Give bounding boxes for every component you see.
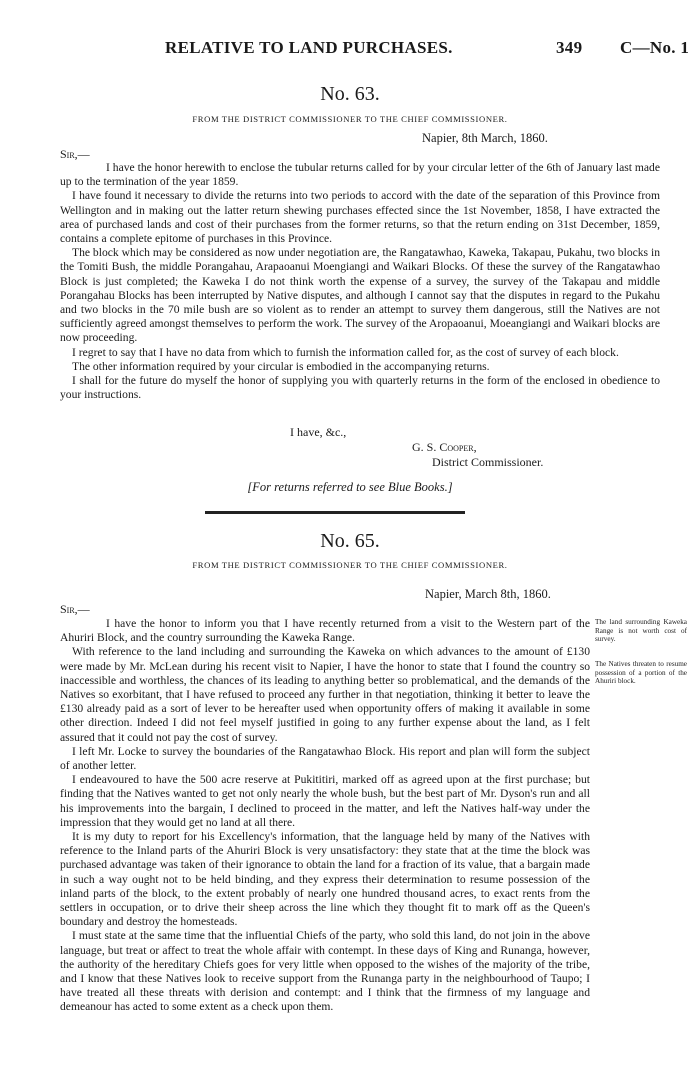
- paragraph: I regret to say that I have no data from which to furnish the information called for, as the cost of survey of each block.: [72, 345, 619, 359]
- letter-closing: I have, &c.,: [290, 425, 347, 439]
- letter-date: Napier, March 8th, 1860.: [425, 587, 551, 601]
- letter-date: Napier, 8th March, 1860.: [422, 131, 548, 145]
- letter-body: [60, 161, 660, 402]
- paragraph: The other information required by your circular is embodied in the accompanying returns.: [72, 359, 490, 373]
- paragraph: I have found it necessary to divide the returns into two periods to accord with the date of the separation of this Province from Wellington and in making out the latter return shewing purchases effected since the 1st November, 1858, I have extracted the area of purchased lands and cost of their purchases from the former returns, so that the return ending on 31st December, 1859, contains a complete epitome of purchases in this Province.: [60, 189, 660, 246]
- letter-body: [60, 617, 590, 1015]
- paragraph: I have the honor to inform you that I have recently returned from a visit to the Western part of the Ahuriri Block, and the country surrounding the Kaweka Range.: [60, 617, 590, 645]
- letter-number: No. 65.: [320, 530, 380, 552]
- letter-signatory: G. S. Cooper,: [412, 440, 477, 454]
- paragraph: I shall for the future do myself the honor of supplying you with quarterly returns in the form of the enclosed in obedience to your instructions.: [60, 374, 660, 402]
- returns-note: [For returns referred to see Blue Books.]: [247, 480, 453, 494]
- running-header-title: RELATIVE TO LAND PURCHASES.: [165, 38, 453, 57]
- margin-note: The Natives threaten to resume possession of a portion of the Ahuriri block.: [595, 660, 687, 686]
- section-divider: [205, 511, 465, 514]
- letter-number: No. 63.: [320, 83, 380, 105]
- letter-from-line: FROM THE DISTRICT COMMISSIONER TO THE CHIEF COMMISSIONER.: [192, 560, 508, 570]
- margin-note: The land surrounding Kaweka Range is not worth cost of survey.: [595, 618, 687, 644]
- paragraph: With reference to the land including and surrounding the Kaweka on which advances to the amount of £130 were made by Mr. McLean during his recent visit to Napier, I have the honor to state that I found the country so inaccessible and worthless, the chances of its leading to anything better so problematical, and the demands of the Natives so exorbitant, that I have refused to proceed any further in that negotiation, thinking it better to leave the £130 already paid as a sort of lever to be hereafter used when opportunity offers of making it available in some other direction. Indeed I did not feel myself justified in going to any further expense about the land, as I felt assured that it could not pay the cost of survey.: [60, 645, 590, 744]
- paragraph: I endeavoured to have the 500 acre reserve at Pukititiri, marked off as agreed upon at the first purchase; but finding that the Natives wanted to get not only nearly the whole bush, but the best part of Mr. Dyson's run and all his improvements into the bargain, I declined to proceed in the matter, and left the Natives half-way under the impression that they would get no land at all there.: [60, 773, 590, 829]
- letter-salutation: Sir,—: [60, 602, 90, 616]
- document-reference: C—No. 1: [620, 38, 690, 57]
- letter-from-line: FROM THE DISTRICT COMMISSIONER TO THE CHIEF COMMISSIONER.: [192, 114, 508, 124]
- paragraph: It is my duty to report for his Excellency's information, that the language held by many of the Natives with reference to the Inland parts of the Ahuriri Block is very unsatisfactory: they state that at the time the block was purchased advantage was taken of their ignorance to obtain the land for a fraction of its value, that a bargain made in such a way ought not to be held binding, and they express their determination to resume possession of the inland parts of the block, to the extent probably of nearly one hundred thousand acres, to exact rents from the settlers in occupation, or to drive their sheep across the line which they thought fit to mark off as the Queen's boundary and destroy the homesteads.: [60, 830, 590, 929]
- paragraph: I left Mr. Locke to survey the boundaries of the Rangatawhao Block. His report and plan will form the subject of another letter.: [60, 744, 590, 773]
- paragraph: The block which may be considered as now under negotiation are, the Rangatawhao, Kaweka, Takapau, Pukahu, two blocks in the Tomiti Bush, the middle Porangahau, Arapaoanui Moengiangi and Waikari Blocks. Of these the survey of the Rangatawhao Block is just completed; the Kaweka I do not think worth the expense of a survey, the survey of the Takapau and middle Porangahau Blocks has been interrupted by Native disputes, and although I cannot say that the disputes in regard to the Pukahu and two blocks in the 70 mile bush are so violent as to render an attempt to survey them dangerous, still the Natives are not sufficiently agreed amongst themselves to perform the work. The survey of the Aropaoanui, Moeangiangi and Waikari blocks are now proceeding.: [60, 246, 660, 345]
- page-number: 349: [556, 38, 583, 57]
- paragraph: I have the honor herewith to enclose the tubular returns called for by your circular letter of the 6th of January last made up to the termination of the year 1859.: [60, 161, 660, 189]
- letter-salutation: Sir,—: [60, 147, 90, 161]
- letter-signatory-title: District Commissioner.: [432, 455, 544, 469]
- paragraph: I must state at the same time that the influential Chiefs of the party, who sold this land, do not join in the above language, but treat or affect to treat the whole affair with contempt. In these days of King and Runanga, however, the authority of the hereditary Chiefs goes for very little when opposed to the wishes of the majority of the tribe, and I know that these Natives look to receive support from the Runanga party in the neighbourhood of Taupo; I have treated all these threats with derision and contempt: and I think that the firmness of my language and demeanour has acted to some extent as a check upon them.: [60, 929, 590, 1014]
